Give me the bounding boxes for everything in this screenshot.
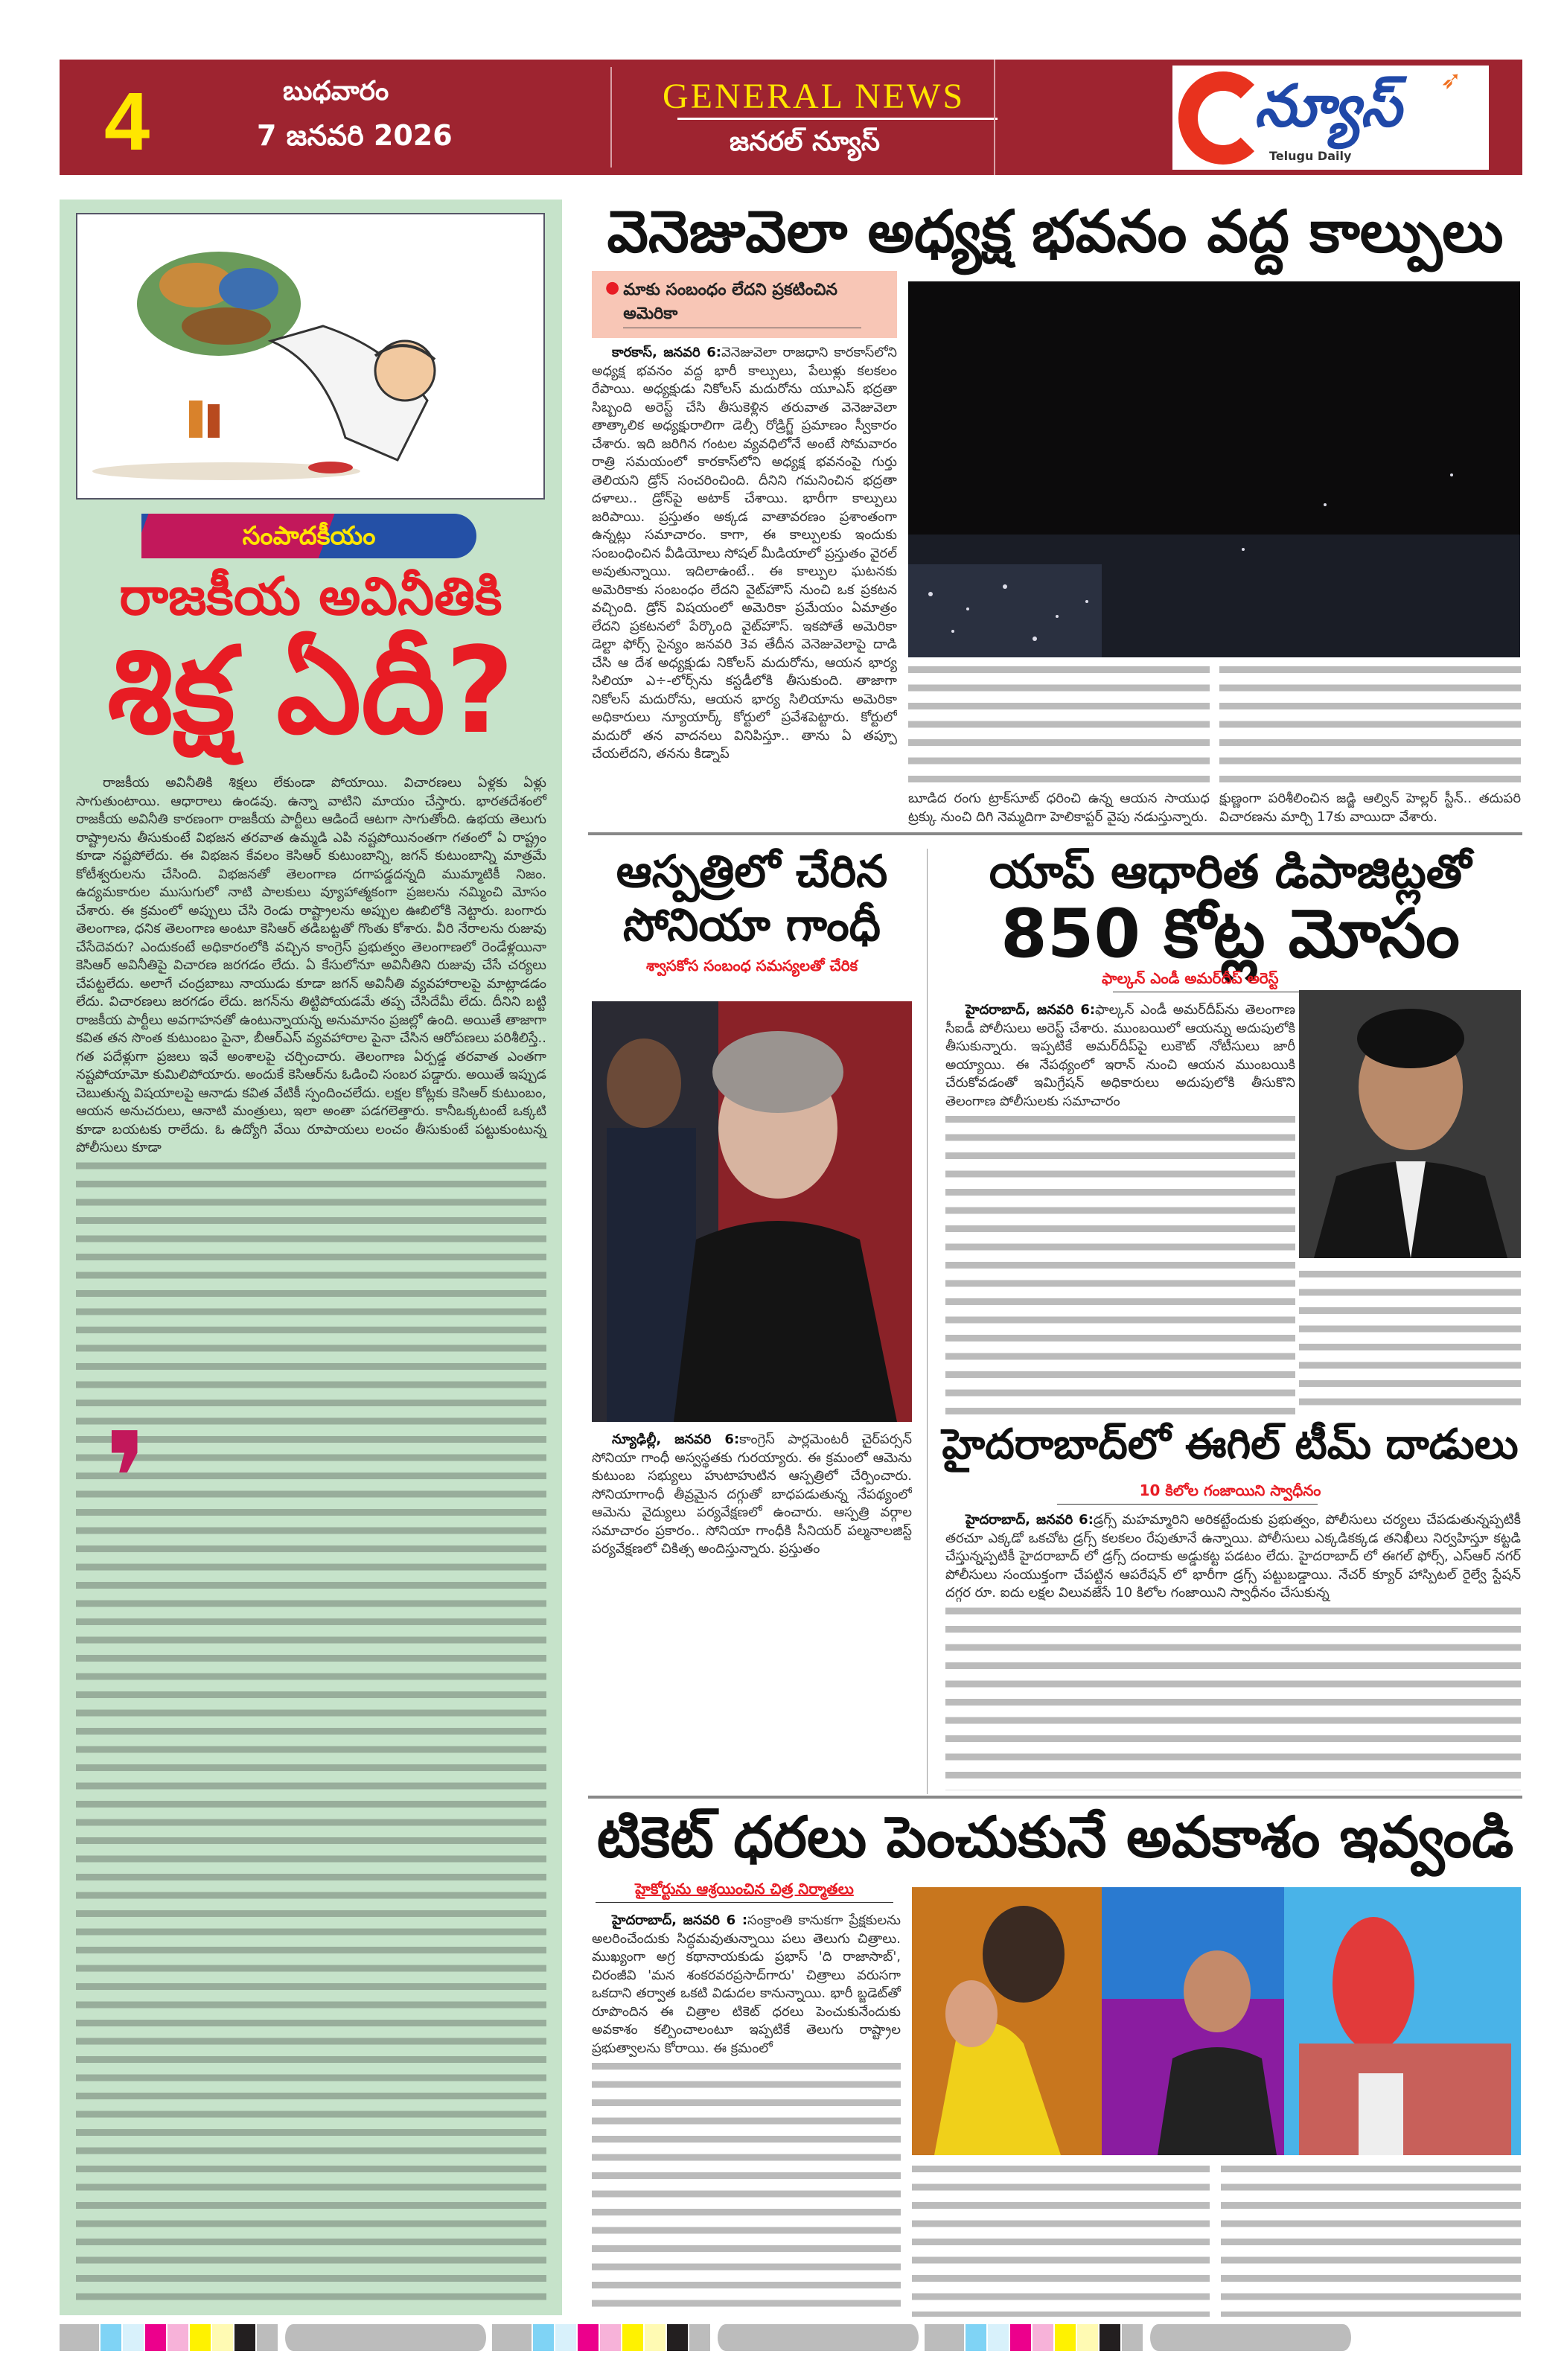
venezuela-body-text: వెనెజువెలా రాజధాని కారకాస్‌లోని అధ్యక్ష భవనం వద్ద భారీ కాల్పులు, పేలుళ్లు కలకలం రేపాయి. అధ్యక్షుడు నికోలస్ మదురోను యూఎస్ భద్రతా సిబ్బంది అరెస్ట్ చేసి తీసుకెళ్లిన తరువాత వెనెజువెలా తాత్కాలిక అధ్యక్షురాలిగా డెల్సీ రోడ్రిగ్జ్ ప్రమాణం స్వీకారం చేశారు. ఇది జరిగిన గంటల వ్యవధిలోనే అంటే సోమవారం రాత్రి సమయంలో కారకాస్‌లోని అధ్యక్ష భవనంపై గుర్తు తెలియని డ్రోన్ సంచరించింది. దీనిని గమనించిన భద్రతా దళాలు.. డ్రోన్‌పై అటాక్ చేశాయి. భారీగా కాల్పులు జరిపాయి. ప్రస్తుతం అక్కడ వాతావరణం ప్రశాంతంగా ఉన్నట్లు సమాచారం. కాగా, ఈ కాల్పులకు ఇందుకు సంబంధించిన వీడియోలు సోషల్ మీడియాలో ప్రస్తుతం వైరల్ అవుతున్నాయి. ఇదిలాఉంటే.. ఈ కాల్పుల ఘటనకు అమెరికాకు సంబంధం లేదని వైట్‌హౌస్ నుంచి ఒక ప్రకటన వచ్చింది. డ్రోన్ విషయంలో అమెరికా ప్రమేయం ఏమాత్రం లేదని ప్రకటనలో పేర్కొంది వైట్‌హౌస్. ఇకపోతే అమెరికా డెల్టా ఫోర్స్ సైన్యం జనవరి 3వ తేదీన వెనెజువెలాపై దాడి చేసి ఆ దేశ అధ్యక్షుడు నికోలస్ మదురోను, ఆయన భార్య సిలియా ఎ÷-లోర్స్‌ను కస్టడీలోకి తీసుకుంది. తాజాగా నికోలస్ మదురోను, ఆయన భార్య సిలియాను అమెరికా అధికారులు న్యూయార్క్ కోర్టులో ప్రవేశపెట్టారు. కోర్టులో మదురో తన వాదనలు వినిపిస్తూ.. తాను ఏ తప్పూ చేయలేదని, తనను కిడ్నాప్ <box>592 345 897 762</box>
venezuela-photo <box>908 281 1520 657</box>
color-swatch <box>925 2324 966 2351</box>
color-swatch <box>645 2324 667 2351</box>
eagle-body-text: డ్రగ్స్ మహమ్మారిని అరికట్టేందుకు ప్రభుత్వం, పోలీసులు చర్యలు చేపడుతున్నప్పటికీ తరచూ ఎక్కడో ఒకచోట డ్రగ్స్ కలకలం రేపుతూనే ఉన్నాయి. పోలీసులు ఎక్కడికక్కడ తనిఖీలు నిర్వహిస్తూ కట్టడి చేస్తున్నప్పటికీ హైదరాబాద్ లో డ్రగ్స్ దందాకు అడ్డుకట్ట పడటం లేదు. హైదరాబాద్ లో ఈగల్ ఫోర్స్, ఎస్‌ఆర్ నగర్ పోలీసులు సంయుక్తంగా చేపట్టిన ఆపరేషన్ లో భారీగా డ్రగ్స్ పట్టుబడ్డాయి. నేచర్ క్యూర్ హాస్పిటల్ రైల్వే స్టేషన్ దగ్గర రూ. ఐదు లక్షల విలువజేసే 10 కిలోల గంజాయిని స్వాధీనం చేసుకున్న <box>945 1512 1522 1601</box>
color-swatch <box>100 2324 123 2351</box>
divider <box>994 60 995 175</box>
deposits-body <box>945 1001 1295 1414</box>
color-swatch <box>60 2324 100 2351</box>
color-swatch <box>622 2324 645 2351</box>
dateline: హైదరాబాద్, జనవరి 6 : <box>612 1912 748 1928</box>
registration-pill <box>1150 2324 1351 2351</box>
divider <box>610 67 612 168</box>
registration-pill <box>718 2324 919 2351</box>
section-rule <box>588 832 1522 835</box>
color-swatch <box>234 2324 257 2351</box>
amardeep-photo <box>1299 990 1521 1258</box>
venezuela-highlight-box <box>592 271 897 338</box>
tickets-photo-collage <box>912 1887 1521 2155</box>
deposits-headline-line2: 850 కోట్ల మోసం <box>1000 895 1460 973</box>
color-swatch <box>667 2324 689 2351</box>
day-label: బుధవారం <box>283 76 389 106</box>
section-title-en: GENERAL NEWS <box>663 77 966 116</box>
masthead <box>60 60 1522 175</box>
newspaper-logo[interactable] <box>1172 66 1489 170</box>
deposits-body-col2 <box>1299 1266 1521 1414</box>
venezuela-col2 <box>908 661 1210 826</box>
eagle-body <box>945 1511 1521 1790</box>
eagle-headline: హైదరాబాద్‌లో ఈగిల్ టీమ్ దాడులు <box>942 1420 1519 1469</box>
eagle-subhead: 10 కిలోల గంజాయిని స్వాధీనం <box>1139 1481 1321 1499</box>
color-swatch <box>190 2324 212 2351</box>
tickets-body-col3 <box>1221 2160 1521 2317</box>
editorial-cartoon <box>76 213 545 500</box>
venezuela-highlight: మాకు సంబంధం లేదని ప్రకటించిన అమెరికా <box>623 278 861 328</box>
tickets-body-col2 <box>912 2160 1210 2317</box>
tickets-body-text: సంక్రాంతి కానుకగా ప్రేక్షకులను అలరించేందుకు సిద్ధమవుతున్నాయి పలు తెలుగు చిత్రాలు. ముఖ్యంగా అగ్ర కథానాయకుడు ప్రభాస్ 'ది రాజాసాబ్', చిరంజీవి 'మన శంకరవరప్రసాద్‌గారు' చిత్రాలు వరుసగా ఒకదాని తర్వాత ఒకటి విడుదల కానున్నాయి. భారీ బ్జడెట్‌తో రూపొందిన ఈ చిత్రాల టికెట్ ధరలు పెంచుకునేందుకు అవకాశం కల్పించాలంటూ ఇప్పటికే తెలుగు రాష్ట్రాల ప్రభుత్వాలను కోరాయి. ఈ క్రమంలో <box>592 1912 901 2056</box>
sonia-headline-line2: సోనియా గాంధీ <box>622 899 881 951</box>
tickets-headline: టికెట్ ధరలు పెంచుకునే అవకాశం ఇవ్వండి <box>596 1804 1514 1870</box>
color-swatch <box>600 2324 622 2351</box>
color-swatch <box>988 2324 1010 2351</box>
tickets-body <box>592 1912 901 2317</box>
color-swatch <box>1077 2324 1100 2351</box>
editorial-banner <box>141 514 476 558</box>
column-divider <box>927 849 928 1794</box>
color-swatch <box>578 2324 600 2351</box>
bullet-icon: ● <box>605 278 620 297</box>
sonia-subhead: శ్వాసకోస సంబంధ సమస్యలతో చేరిక <box>645 957 858 974</box>
dateline: హైదరాబాద్, జనవరి 6: <box>966 1002 1096 1018</box>
editorial-column <box>60 200 562 2315</box>
subhead-rule <box>1057 1504 1318 1505</box>
color-swatch <box>1010 2324 1033 2351</box>
venezuela-col3-end: క్షుణ్ణంగా పరిశీలించిన జడ్జి ఆల్విన్ హెల్లర్ స్టీన్.. తదుపరి విచారణను మార్చి 17కు వాయిదా వేశారు. <box>1219 790 1521 826</box>
print-color-bar <box>60 2324 1522 2351</box>
venezuela-headline: వెనెజువెలా అధ్యక్ష భవనం వద్ద కాల్పులు <box>607 199 1504 266</box>
color-swatch <box>966 2324 988 2351</box>
color-swatch <box>257 2324 279 2351</box>
section-rule <box>588 1796 1522 1799</box>
venezuela-body <box>592 344 897 828</box>
editorial-headline-line2: శిక్ష ఏదీ? <box>107 621 514 760</box>
color-swatch <box>212 2324 234 2351</box>
editorial-paragraph: రాజకీయ అవినీతికి శిక్షలు లేకుండా పోయాయి. విచారణలు ఏళ్లకు ఏళ్లు సాగుతుంటాయి. ఆధారాలు ఉండవు. ఉన్నా వాటిని మాయం చేస్తారు. భారతదేశంలో రాజకీయ అవినీతి కారణంగా రాజకీయ పార్టీలు ఆడిందే ఆటగా సాగుతోంది. ఉభయ తెలుగు రాష్ట్రాలను తీసుకుంటే విభజన తరవాత ఉమ్మడి ఎపి నష్టపోయినంతగా గతంలో ఏ రాష్ట్రం కూడా నష్టపోలేదు. ఈ విభజన కేవలం కెసిఆర్ కుటుంబాన్ని, జగన్ కుటుంబాన్ని మాత్రమే కోటీశ్వరులను చేసింది. విభజనతో తెలంగాణ దగాపడ్డదన్నది ముమ్మాటికీ నిజం. ఉద్యమకారుల ముసుగులో నాటి పాలకులు వ్యూహాత్మకంగా ప్రజలను నమ్మించి మోసం చేశారు. ఈ క్రమంలో అప్పులు చేసి రెండు రాష్ట్రాలను అప్పుల ఊబిలోకి నెట్టారు. బంగారు తెలంగాణ, ధనిక తెలంగాణ అంటూ కెసిఆర్ తడిబట్టతో గొంతు కోశారు. వీరి నేరాలను రుజువు చేసేదెవరు? ఎందుకంటే అధికారంలోకి వచ్చిన కాంగ్రెస్ ప్రభుత్వం తెలంగాణలో రెండేళ్లయినా కెసిఆర్ అవినీతిపై విచారణ జరగడం లేదు. ఏ కేసులోనూ అవినీతిని రుజువు చేసే చర్యలు చేపట్టలేదు. అలాగే చంద్రబాబు నాయుడు కూడా జగన్ అవినీతి వ్యవహారాలపై మాట్లాడడం లేదు. విచారణలు జరగడం లేదు. జగన్‌ను తిట్టిపోయడమే తప్ప చేసిదేమీ లేదు. దీనిని బట్టి రాజకీయ పార్టీలు అవగాహనతో ఉంటున్నాయన్న అనుమానం ప్రజల్లో ఉంది. అయితే తాజాగా కవిత తన సొంత కుటుంబం పైనా, బీఆర్‌ఎస్ వ్యవహారాల పైనా చేసిన ఆరోపణలు పరిశీలిస్తే.. గత పదేళ్లుగా ప్రజలు ఇవే అంశాలపై చర్చించారు. తెలంగాణ ఏర్పడ్డ తరవాత ఎంతగా నష్టపోయామో కుమిలిపోయారు. అందుకే కెసిఆర్‌ను ఓడించి సంబర పడ్డారు. అయితే ఇప్పుడ చెబుతున్న విషయాలపై ఆనాడు కవిత వేటికీ స్పందించలేదు. లక్షల కోట్లకు కెసిఆర్ కుటుంబం, ఆయన అనుచరులు, ఆనాటి మంత్రులు, ఇలా అంతా పడగలెత్తారు. కానీఒక్కటంటే ఒక్కటి కూడా బయటకు రాలేదు. ఓ ఉద్యోగి వేయి రూపాయలు లంచం తీసుకుంటే పట్టుకుంటున్న పోలీసులు కూడా <box>76 774 546 1158</box>
editorial-banner-label: సంపాదకీయం <box>242 521 376 551</box>
dateline: కారకాస్, జనవరి 6: <box>612 345 721 360</box>
color-swatch <box>555 2324 578 2351</box>
dateline: హైదరాబాద్, జనవరి 6: <box>966 1512 1094 1528</box>
deposits-headline-line1: యాప్ ఆధారిత డిపాజిట్లతో <box>989 844 1472 899</box>
sonia-body-text: కాంగ్రెస్ పార్లమెంటరీ చైర్‌పర్సన్ సోనియా గాంధీ అస్వస్థతకు గురయ్యారు. ఈ క్రమంలో ఆమెను కుటుంబ సభ్యులు హుటాహుటిన ఆస్పత్రిలో చేర్పించారు. సోనియాగాంధీ తీవ్రమైన దగ్గుతో బాధపడుతున్న నేపథ్యంలో ఆమెను వైద్యులు పర్యవేక్షణలో ఉంచారు. ఆస్పత్రి వర్గాల సమాచారం ప్రకారం.. సోనియా గాంధీకి సీనియర్ పల్మనాలజిస్ట్ పర్యవేక్షణలో చికిత్స అందిస్తున్నారు. ప్రస్తుతం <box>592 1432 912 1557</box>
color-swatch <box>689 2324 712 2351</box>
tickets-subhead: హైకోర్టును ఆశ్రయించిన చిత్ర నిర్మాతలు <box>635 1880 854 1898</box>
sonia-photo <box>592 1001 912 1422</box>
color-swatch <box>533 2324 555 2351</box>
registration-pill <box>285 2324 486 2351</box>
logo-wordmark: న్యూస్ <box>1254 73 1402 140</box>
deposits-body-text: ఫాల్కన్ ఎండీ అమర్‌దీప్‌ను తెలంగాణ సీఐడీ పోలీసులు అరెస్ట్ చేశారు. ముంబయిలో ఆయన్ను అదుపులోకి తీసుకున్నారు. ఇప్పటికే అమర్‌దీప్‌పై లుకౌట్ నోటీసులు జారీ అయ్యాయి. ఈ నేపథ్యంలో ఇరాన్ నుంచి ఆయన ముంబయికి చేరుకోవడంతో ఇమిగ్రేషన్ అధికారులు అదుపులోకి తీసుకొని తెలంగాణ పోలీసులకు సమాచారం <box>945 1002 1296 1109</box>
deposits-subhead: ఫాల్కన్ ఎండీ అమర్‌దీప్ అరెస్ట్ <box>1102 969 1279 987</box>
color-swatch <box>123 2324 145 2351</box>
color-swatch <box>492 2324 533 2351</box>
color-swatch <box>1055 2324 1077 2351</box>
logo-tagline: Telugu Daily <box>1269 149 1352 163</box>
color-swatch <box>1100 2324 1122 2351</box>
venezuela-col3 <box>1219 661 1521 826</box>
color-swatch <box>145 2324 167 2351</box>
section-rule <box>677 118 998 120</box>
editorial-headline-line1: రాజకీయ అవినీతికి <box>119 566 502 627</box>
color-swatch <box>1122 2324 1144 2351</box>
bird-icon: ➶ <box>1440 66 1462 95</box>
date-label: 7 జనవరి 2026 <box>257 119 453 152</box>
sonia-body <box>592 1431 912 1796</box>
color-swatch <box>167 2324 190 2351</box>
color-swatch <box>1033 2324 1055 2351</box>
quote-mark-icon: ❜ <box>104 1406 148 1553</box>
section-title-te: జనరల్ న్యూస్ <box>730 127 881 157</box>
page-number: 4 <box>104 76 150 168</box>
venezuela-col2-end: బూడిద రంగు ట్రాక్‌సూట్ ధరించి ఉన్న ఆయన సాయుధ ట్రక్కు నుంచి దిగి నెమ్మదిగా హెలికాప్టర్ వైపు నడుస్తున్నారు. <box>908 790 1210 826</box>
sonia-headline-line1: ఆస్పత్రిలో చేరిన <box>616 846 888 898</box>
sonia-headline <box>588 845 916 952</box>
subhead-rule <box>596 1902 893 1903</box>
dateline: న్యూఢిల్లీ, జనవరి 6: <box>612 1432 740 1447</box>
